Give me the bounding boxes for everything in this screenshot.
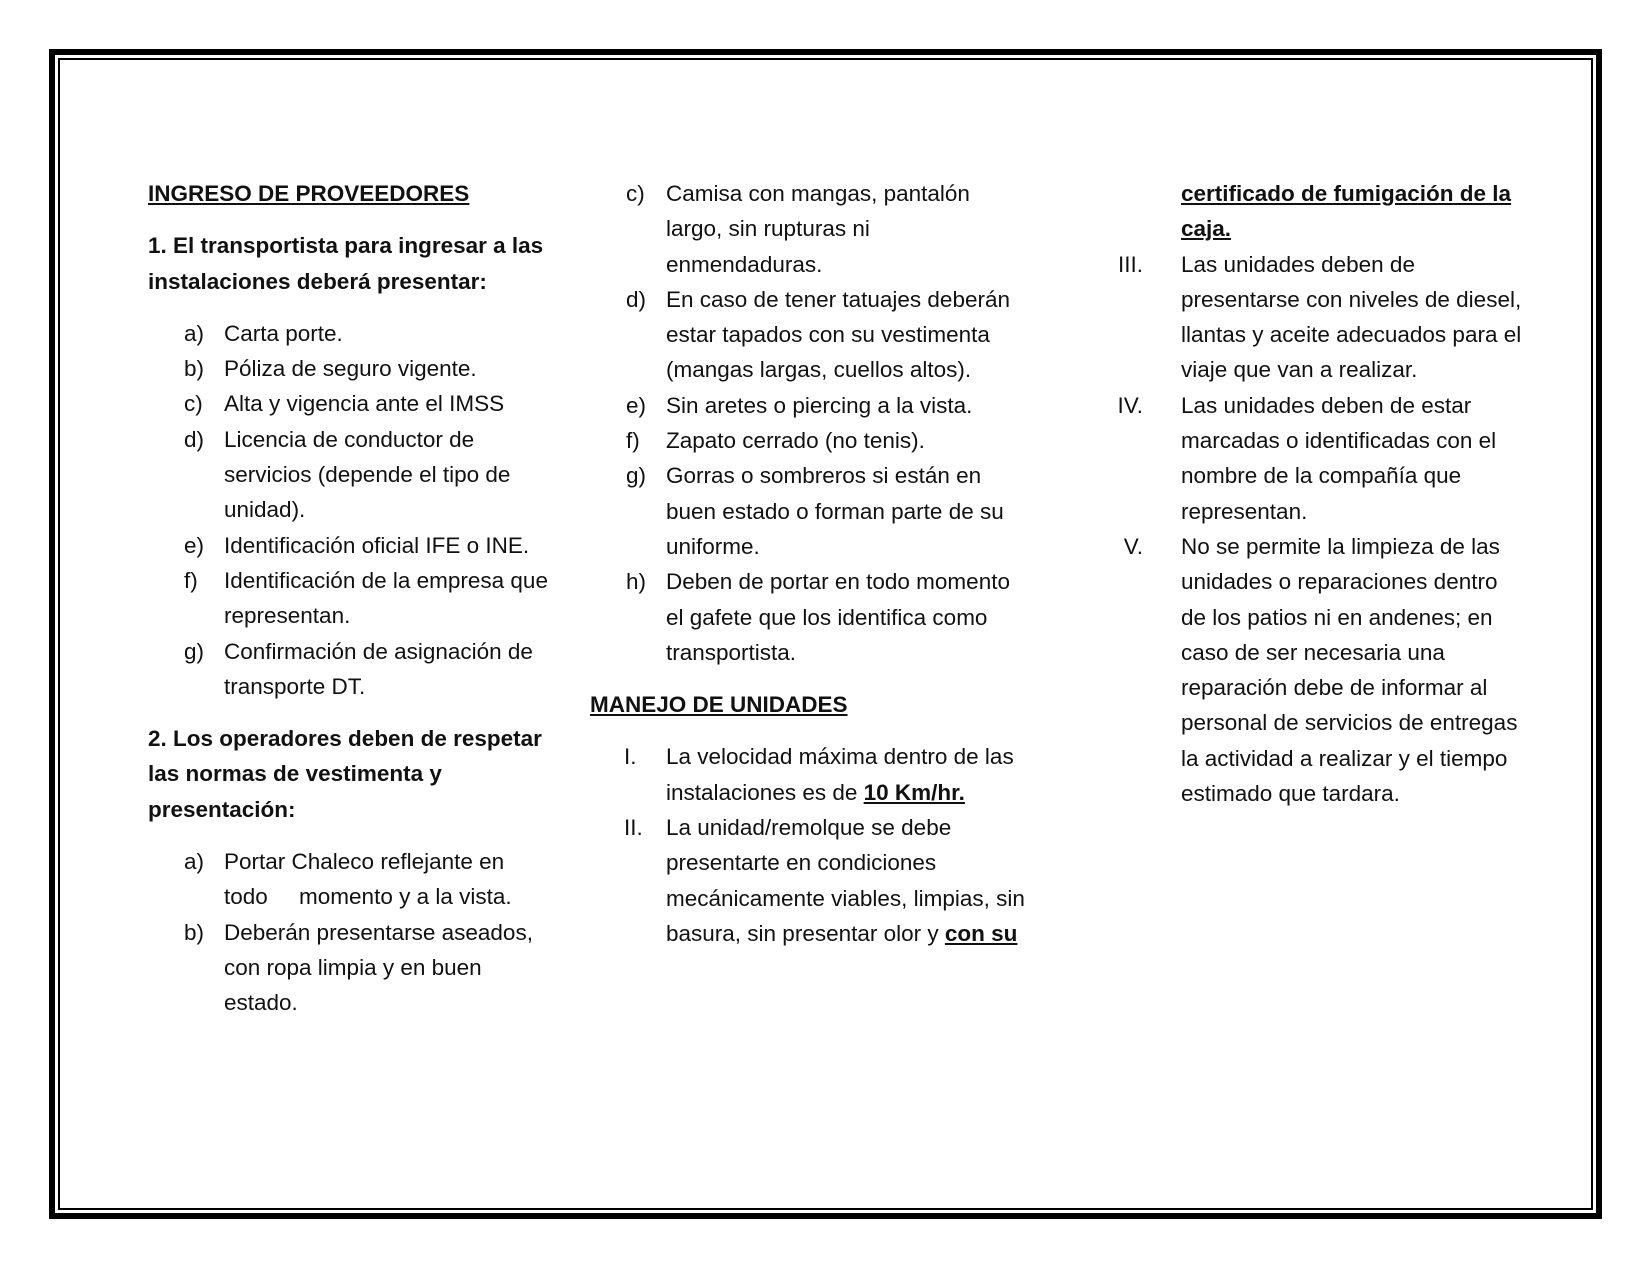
list-item: c) Alta y vigencia ante el IMSS <box>184 391 505 417</box>
list-item: d) Licencia de conductor de servicios (depende el tipo de unidad). <box>184 426 511 523</box>
question-1: 1. El transportista para ingresar a las instalaciones deberá presentar: <box>148 233 544 294</box>
list-item: g) Gorras o sombreros si están en buen estado o forman parte de su uniforme. <box>626 463 1004 559</box>
list-item: e) Sin aretes o piercing a la vista. <box>626 392 973 418</box>
requirements-list <box>148 316 548 704</box>
list-item: f) Identificación de la empresa que representan. <box>184 567 548 629</box>
column-3 <box>1105 176 1525 811</box>
section-heading-manejo: MANEJO DE UNIDADES <box>590 692 848 718</box>
column-2 <box>590 176 1026 951</box>
list-item: d) En caso de tener tatuajes deberán estar tapados con su vestimenta (mangas largas, cuellos altos). <box>626 286 1010 383</box>
vehicle-rules-list <box>590 739 1026 951</box>
list-item: II. La unidad/remolque se debe presentarte en condiciones mecánicamente viables, limpias, sin basura, sin presentar olor y con su <box>624 815 1025 946</box>
list-item: a) Carta porte. <box>184 320 343 346</box>
dress-code-list-continued <box>590 176 1026 670</box>
list-item: c) Camisa con mangas, pantalón largo, sin rupturas ni enmendaduras. <box>626 181 970 277</box>
list-item: b) Póliza de seguro vigente. <box>184 356 477 382</box>
list-item-continuation: certificado de fumigación de la caja. <box>1181 181 1512 242</box>
section-heading-ingreso: INGRESO DE PROVEEDORES <box>148 181 470 206</box>
question-2: 2. Los operadores deben de respetar las normas de vestimenta y presentación: <box>148 726 542 822</box>
list-item: III. Las unidades deben de presentarse con niveles de diesel, llantas y aceite adecuados para el viaje que van a realizar. <box>1117 251 1522 383</box>
dress-code-list <box>148 844 548 1020</box>
list-item: h) Deben de portar en todo momento el gafete que los identifica como transportista. <box>626 569 1010 665</box>
list-item: IV. Las unidades deben de estar marcadas o identificadas con el nombre de la compañía que representan. <box>1117 392 1497 524</box>
list-item: V. No se permite la limpieza de las unidades o reparaciones dentro de los patios ni en andenes; en caso de ser necesaria una reparación debe de informar al personal de servicios de entregas la actividad a realizar y el tiempo estimado que tardara. <box>1123 533 1518 807</box>
list-item: b) Deberán presentarse aseados, con ropa limpia y en buen estado. <box>184 919 533 1016</box>
list-item: e) Identificación oficial IFE o INE. <box>184 532 530 558</box>
list-item: f) Zapato cerrado (no tenis). <box>626 428 925 454</box>
column-1 <box>148 176 548 1021</box>
list-item: g) Confirmación de asignación de transporte DT. <box>184 638 533 699</box>
list-item: a) Portar Chaleco reflejante en todo momento y a la vista. <box>184 849 512 910</box>
vehicle-rules-list-continued <box>1105 247 1525 812</box>
list-item: I. La velocidad máxima dentro de las instalaciones es de 10 Km/hr. <box>624 744 1014 805</box>
